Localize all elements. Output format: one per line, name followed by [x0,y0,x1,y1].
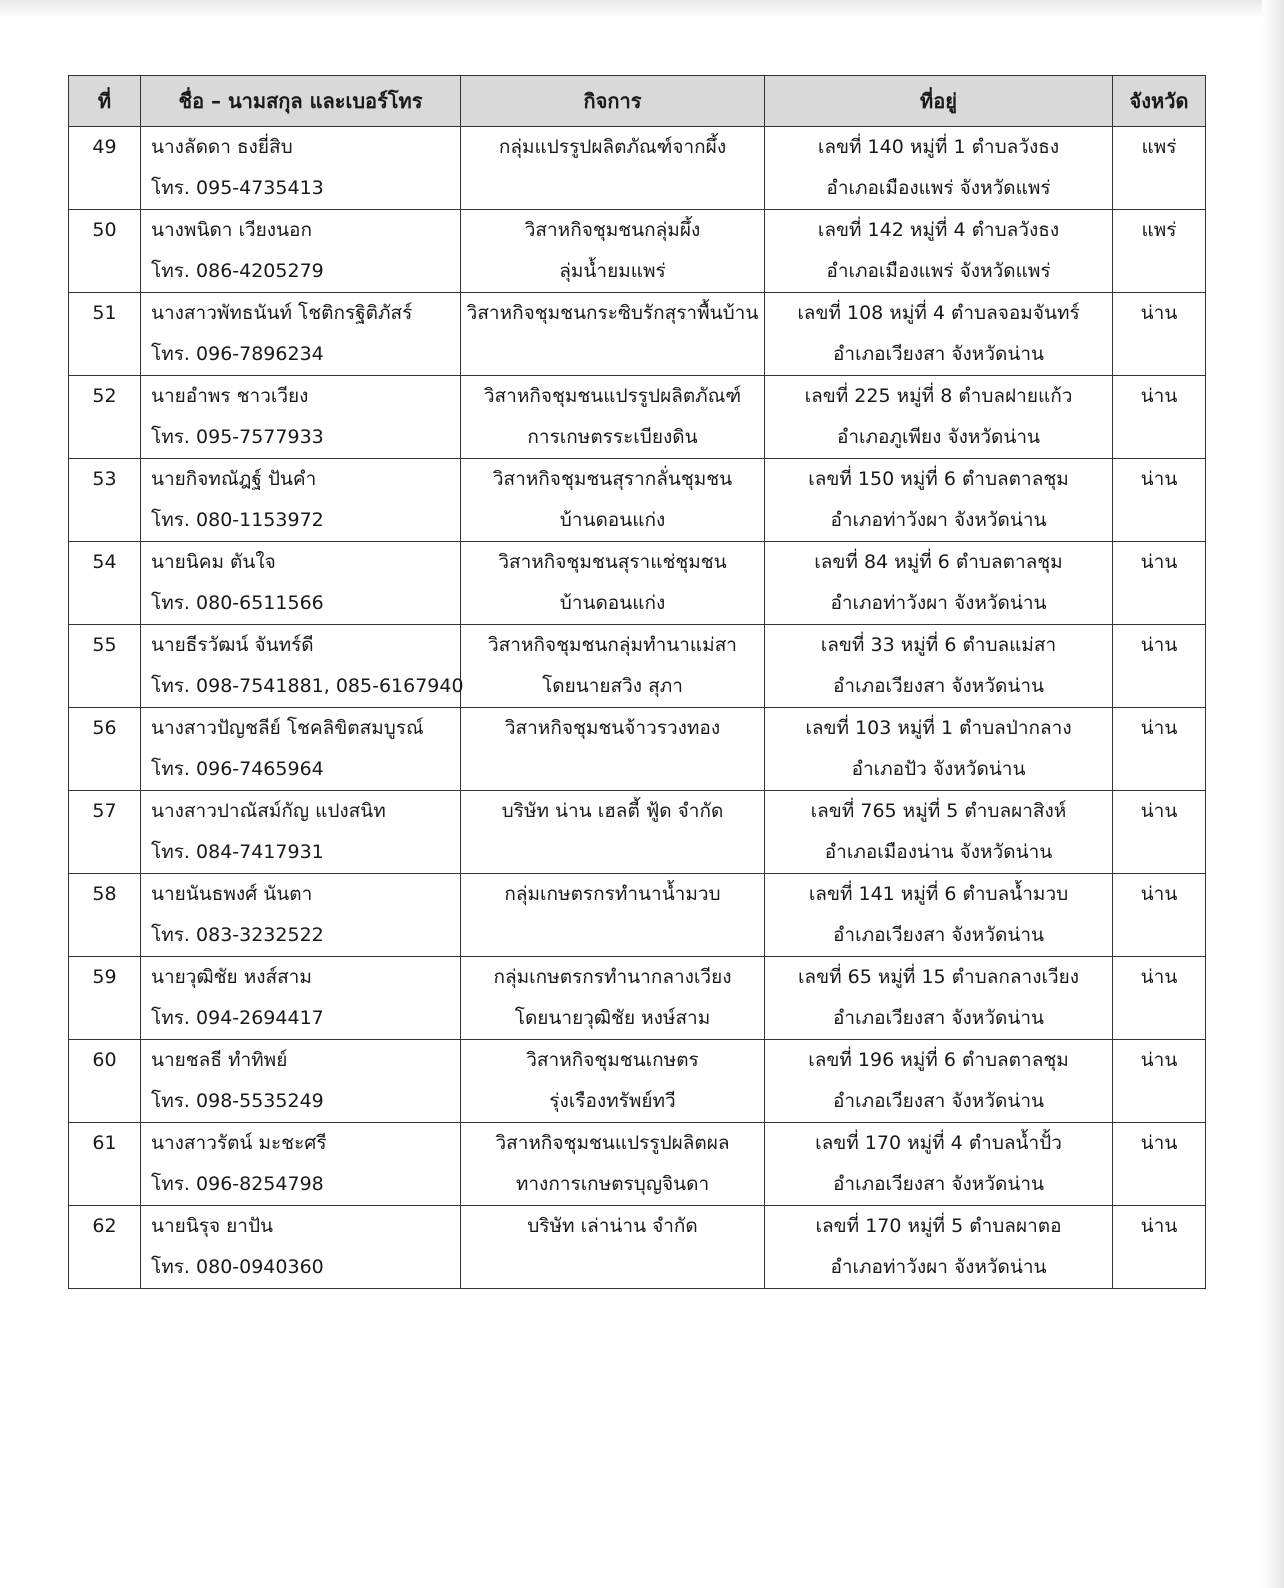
address-line-1: เลขที่ 103 หมู่ที่ 1 ตำบลป่ากลาง [805,717,1072,739]
province: น่าน [1140,302,1178,324]
address-line-2: อำเภอท่าวังผา จังหวัดน่าน [830,592,1047,614]
address-cell [765,542,1113,625]
address-cell [765,791,1113,874]
province-cell [1113,874,1206,957]
top-shadow [0,0,1284,18]
address-line-2: อำเภอเวียงสา จังหวัดน่าน [833,924,1044,946]
business-line-2: ลุ่มน้ำยมแพร่ [559,260,666,282]
address-line-2: อำเภอเมืองน่าน จังหวัดน่าน [824,841,1053,863]
phone-number: โทร. 080-6511566 [151,592,324,614]
business-line-1: วิสาหกิจชุมชนสุรากลั่นชุมชน [492,468,733,490]
phone-number: โทร. 095-7577933 [151,426,324,448]
phone-number: โทร. 094-2694417 [151,1007,324,1029]
phone-number: โทร. 098-7541881, 085-6167940 [151,675,464,697]
address-cell [765,1123,1113,1206]
business-cell [461,1206,765,1289]
row-number: 60 [92,1049,117,1071]
business-line-2 [461,915,764,956]
province-cell [1113,376,1206,459]
business-cell [461,1040,765,1123]
business-line-1: กลุ่มเกษตรกรทำนาน้ำมวบ [504,883,721,905]
business-line-1: วิสาหกิจชุมชนกลุ่มทำนาแม่สา [488,634,737,656]
province: น่าน [1140,468,1178,490]
address-line-2: อำเภอเมืองแพร่ จังหวัดแพร่ [826,177,1051,199]
address-line-1: เลขที่ 225 หมู่ที่ 8 ตำบลฝายแก้ว [804,385,1073,407]
province-cell [1113,625,1206,708]
phone-number: โทร. 084-7417931 [151,841,324,863]
address-line-1: เลขที่ 141 หมู่ที่ 6 ตำบลน้ำมวบ [808,883,1069,905]
row-number: 59 [92,966,117,988]
province-cell [1113,542,1206,625]
table-row [69,791,1206,874]
business-cell [461,210,765,293]
table-row [69,459,1206,542]
business-cell [461,293,765,376]
province-cell [1113,293,1206,376]
province: น่าน [1140,385,1178,407]
row-number-cell [69,376,141,459]
address-line-1: เลขที่ 150 หมู่ที่ 6 ตำบลตาลชุม [808,468,1069,490]
address-line-2: อำเภอเวียงสา จังหวัดน่าน [833,1007,1044,1029]
row-number: 52 [92,385,117,407]
province: น่าน [1140,800,1178,822]
address-line-2: อำเภอเมืองแพร่ จังหวัดแพร่ [826,260,1051,282]
table-row [69,708,1206,791]
address-line-1: เลขที่ 140 หมู่ที่ 1 ตำบลวังธง [817,136,1060,158]
business-line-2: โดยนายวุฒิชัย หงษ์สาม [514,1007,711,1029]
phone-number: โทร. 083-3232522 [151,924,324,946]
business-line-1: วิสาหกิจชุมชนกลุ่มผึ้ง [524,219,701,241]
table-row [69,874,1206,957]
person-name: นายนิคม ตันใจ [151,551,276,573]
entrepreneur-table [68,75,1206,1289]
phone-number: โทร. 080-0940360 [151,1256,324,1278]
page-edge [1262,0,1284,1588]
name-phone-cell [141,708,461,791]
address-line-1: เลขที่ 142 หมู่ที่ 4 ตำบลวังธง [817,219,1060,241]
province: น่าน [1140,883,1178,905]
row-number-cell [69,210,141,293]
table-header-row [69,76,1206,127]
table-row [69,376,1206,459]
province: น่าน [1140,1049,1178,1071]
person-name: นางลัดดา ธงยี่สิบ [151,136,293,158]
row-number-cell [69,625,141,708]
business-line-2: โดยนายสวิง สุภา [542,675,683,697]
person-name: นางสาวรัตน์ มะชะศรี [151,1132,327,1154]
phone-number: โทร. 095-4735413 [151,177,324,199]
row-number-cell [69,127,141,210]
business-line-1: กลุ่มเกษตรกรทำนากลางเวียง [493,966,732,988]
business-line-2: ทางการเกษตรบุญจินดา [515,1173,710,1195]
province: น่าน [1140,1132,1178,1154]
province-cell [1113,957,1206,1040]
row-number: 53 [92,468,117,490]
row-number: 54 [92,551,117,573]
province-cell [1113,791,1206,874]
name-phone-cell [141,957,461,1040]
address-line-2: อำเภอท่าวังผา จังหวัดน่าน [830,1256,1047,1278]
business-cell [461,542,765,625]
business-line-2 [461,832,764,873]
table-row [69,1206,1206,1289]
business-line-1: บริษัท น่าน เฮลตี้ ฟู้ด จำกัด [501,800,724,822]
name-phone-cell [141,791,461,874]
name-phone-cell [141,542,461,625]
address-cell [765,210,1113,293]
business-line-1: วิสาหกิจชุมชนจ้าวรวงทอง [504,717,721,739]
row-number: 51 [92,302,117,324]
business-cell [461,376,765,459]
business-line-1: กลุ่มแปรรูปผลิตภัณฑ์จากผึ้ง [498,136,727,158]
business-cell [461,708,765,791]
address-line-1: เลขที่ 196 หมู่ที่ 6 ตำบลตาลชุม [808,1049,1069,1071]
address-line-1: เลขที่ 170 หมู่ที่ 5 ตำบลผาตอ [815,1215,1062,1237]
header-business: กิจการ [461,76,765,127]
business-line-2 [461,168,764,209]
phone-number: โทร. 080-1153972 [151,509,324,531]
table-row [69,542,1206,625]
business-line-1: วิสาหกิจชุมชนสุราแช่ชุมชน [498,551,727,573]
phone-number: โทร. 096-7465964 [151,758,324,780]
address-cell [765,625,1113,708]
table-row [69,293,1206,376]
row-number: 50 [92,219,117,241]
row-number-cell [69,1040,141,1123]
address-line-1: เลขที่ 108 หมู่ที่ 4 ตำบลจอมจันทร์ [797,302,1080,324]
business-cell [461,459,765,542]
row-number: 61 [92,1132,117,1154]
row-number-cell [69,459,141,542]
business-line-2: รุ่งเรืองทรัพย์ทวี [549,1090,676,1112]
address-cell [765,1040,1113,1123]
business-line-2: บ้านดอนแก่ง [559,592,666,614]
person-name: นางสาวพัทธนันท์ โชติกรฐิติภัสร์ [151,302,413,324]
address-line-1: เลขที่ 65 หมู่ที่ 15 ตำบลกลางเวียง [797,966,1080,988]
row-number-cell [69,957,141,1040]
address-cell [765,127,1113,210]
table-row [69,127,1206,210]
business-line-2: การเกษตรระเบียงดิน [527,426,698,448]
phone-number: โทร. 098-5535249 [151,1090,324,1112]
business-line-2 [461,334,764,375]
person-name: นางสาวปัญชลีย์ โชคลิขิตสมบูรณ์ [151,717,424,739]
province: น่าน [1140,634,1178,656]
address-cell [765,376,1113,459]
business-line-1: บริษัท เล่าน่าน จำกัด [527,1215,698,1237]
address-line-1: เลขที่ 33 หมู่ที่ 6 ตำบลแม่สา [820,634,1057,656]
row-number-cell [69,1123,141,1206]
province: น่าน [1140,966,1178,988]
name-phone-cell [141,1123,461,1206]
address-line-1: เลขที่ 84 หมู่ที่ 6 ตำบลตาลชุม [814,551,1063,573]
row-number-cell [69,1206,141,1289]
row-number: 49 [92,136,117,158]
name-phone-cell [141,625,464,708]
business-line-1: วิสาหกิจชุมชนเกษตร [526,1049,699,1071]
province-cell [1113,1123,1206,1206]
table-row [69,1040,1206,1123]
table-row [69,210,1206,293]
name-phone-cell [141,459,461,542]
address-line-2: อำเภอเวียงสา จังหวัดน่าน [833,1173,1044,1195]
person-name: นายนันธพงศ์ นันตา [151,883,313,905]
business-cell [461,1123,765,1206]
name-phone-cell [141,210,461,293]
province-cell [1113,1040,1206,1123]
province-cell [1113,127,1206,210]
person-name: นายอำพร ชาวเวียง [151,385,309,407]
person-name: นายธีรวัฒน์ จันทร์ดี [151,634,314,656]
name-phone-cell [141,1206,461,1289]
address-line-2: อำเภอท่าวังผา จังหวัดน่าน [830,509,1047,531]
address-line-2: อำเภอปัว จังหวัดน่าน [851,758,1026,780]
address-line-1: เลขที่ 765 หมู่ที่ 5 ตำบลผาสิงห์ [810,800,1067,822]
header-province: จังหวัด [1113,76,1206,127]
phone-number: โทร. 086-4205279 [151,260,324,282]
province: น่าน [1140,1215,1178,1237]
province-cell [1113,210,1206,293]
name-phone-cell [141,293,461,376]
province-cell [1113,708,1206,791]
business-cell [461,625,765,708]
address-line-2: อำเภอภูเพียง จังหวัดน่าน [836,426,1041,448]
phone-number: โทร. 096-7896234 [151,343,324,365]
business-line-2: บ้านดอนแก่ง [559,509,666,531]
row-number-cell [69,542,141,625]
header-no: ที่ [69,76,141,127]
address-cell [765,708,1113,791]
province: น่าน [1140,551,1178,573]
person-name: นายชลธี ทำทิพย์ [151,1049,288,1071]
business-cell [461,957,765,1040]
address-cell [765,1206,1113,1289]
business-line-1: วิสาหกิจชุมชนแปรรูปผลิตผล [495,1132,730,1154]
row-number-cell [69,708,141,791]
name-phone-cell [141,874,461,957]
name-phone-cell [141,376,461,459]
business-line-1: วิสาหกิจชุมชนกระซิบรักสุราพื้นบ้าน [466,302,759,324]
province: แพร่ [1141,136,1177,158]
person-name: นางสาวปาณัสม์กัญ แปงสนิท [151,800,386,822]
business-cell [461,791,765,874]
business-line-2 [461,1247,764,1288]
row-number-cell [69,293,141,376]
address-line-1: เลขที่ 170 หมู่ที่ 4 ตำบลน้ำปั้ว [815,1132,1062,1154]
province-cell [1113,1206,1206,1289]
table-row [69,625,1206,708]
address-line-2: อำเภอเวียงสา จังหวัดน่าน [833,343,1044,365]
row-number-cell [69,791,141,874]
person-name: นายกิจทณัฎฐ์ ปันคำ [151,468,317,490]
row-number: 55 [92,634,117,656]
row-number: 56 [92,717,117,739]
person-name: นายนิรุจ ยาปัน [151,1215,274,1237]
address-line-2: อำเภอเวียงสา จังหวัดน่าน [833,675,1044,697]
row-number-cell [69,874,141,957]
header-name-phone: ชื่อ – นามสกุล และเบอร์โทร [141,76,461,127]
name-phone-cell [141,1040,461,1123]
address-cell [765,293,1113,376]
address-cell [765,459,1113,542]
table-row [69,957,1206,1040]
table-row [69,1123,1206,1206]
person-name: นางพนิดา เวียงนอก [151,219,312,241]
business-cell [461,127,765,210]
address-line-2: อำเภอเวียงสา จังหวัดน่าน [833,1090,1044,1112]
person-name: นายวุฒิชัย หงส์สาม [151,966,312,988]
row-number: 58 [92,883,117,905]
row-number: 62 [92,1215,117,1237]
address-cell [765,874,1113,957]
business-cell [461,874,765,957]
business-line-2 [461,749,764,790]
province: น่าน [1140,717,1178,739]
province-cell [1113,459,1206,542]
address-cell [765,957,1113,1040]
name-phone-cell [141,127,461,210]
phone-number: โทร. 096-8254798 [151,1173,324,1195]
business-line-1: วิสาหกิจชุมชนแปรรูปผลิตภัณฑ์ [483,385,742,407]
header-address: ที่อยู่ [765,76,1113,127]
province: แพร่ [1141,219,1177,241]
row-number: 57 [92,800,117,822]
